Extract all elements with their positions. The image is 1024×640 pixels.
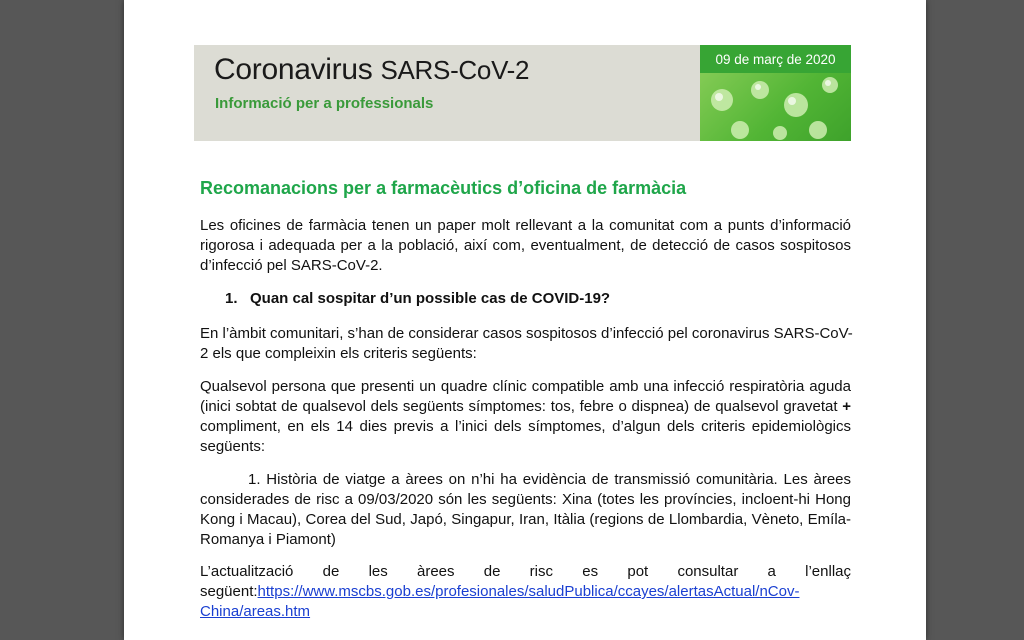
banner-subtitle: Informació per a professionals xyxy=(215,95,434,112)
intro-line-3: d’infecció pel SARS-CoV-2. xyxy=(200,257,383,274)
banner-title-main: Coronavirus xyxy=(214,53,381,86)
para3-line-1: 1. Història de viatge a àrees on n’hi ha evidència de transmissió comunitària. Les àrees xyxy=(248,471,851,488)
risk-areas-link[interactable]: https://www.mscbs.gob.es/profesionales/saludPublica/ccayes/alertasActual/nCov- xyxy=(257,583,800,600)
para4-line-2 xyxy=(200,582,851,602)
intro-paragraph xyxy=(200,216,851,276)
section-1-title: Quan cal sospitar d’un possible cas de COVID-19? xyxy=(250,290,611,307)
para3-line-2: considerades de risc a 09/03/2020 són les següents: Xina (totes les províncies, incloent-hi Hong xyxy=(200,491,851,508)
intro-line-1: Les oficines de farmàcia tenen un paper molt rellevant a la comunitat com a punts d’informació xyxy=(200,217,851,234)
para3-line-3: Kong i Macau), Corea del Sud, Japó, Singapur, Iran, Itàlia (regions de Llombardia, Vèneto, Emíla- xyxy=(200,511,851,528)
criteria-intro-paragraph xyxy=(200,324,851,364)
section-1-number: 1. xyxy=(225,290,238,307)
banner-title-virus: SARS-CoV-2 xyxy=(380,55,530,85)
travel-history-paragraph xyxy=(200,470,851,550)
para2-line-3: compliment, en els 14 dies previs a l’inici dels símptomes, d’algun dels criteris epidemiològics xyxy=(200,418,851,435)
document-heading: Recomanacions per a farmacèutics d’oficina de farmàcia xyxy=(200,178,687,198)
para2-line-2-text: (inici sobtat de qualsevol dels següents símptomes: tos, febre o dispnea) de qualsevol gravetat xyxy=(200,398,843,415)
para4-line-1: L’actualització de les àrees de risc es pot consultar a l’enllaç xyxy=(200,563,851,580)
banner-date: 09 de març de 2020 xyxy=(700,45,851,73)
para2-line-1: Qualsevol persona que presenti un quadre clínic compatible amb una infecció respiratòria aguda xyxy=(200,378,851,395)
para3-line-4: Romanya i Piamont) xyxy=(200,531,336,548)
clinical-criteria-paragraph xyxy=(200,377,851,457)
para2-line-4: següents: xyxy=(200,438,266,455)
risk-areas-link-paragraph xyxy=(200,562,851,622)
document-page xyxy=(124,0,926,640)
intro-line-2: rigorosa i adequada per a la població, així com, eventualment, de detecció de casos sospitosos xyxy=(200,237,851,254)
section-1-heading xyxy=(225,290,610,307)
banner-title xyxy=(214,53,529,87)
plus-sign: + xyxy=(842,398,851,415)
para1-line-1: En l’àmbit comunitari, s’han de considerar casos sospitosos d’infecció pel coronavirus SARS-CoV- xyxy=(200,325,853,342)
para4-prefix: següent: xyxy=(200,583,258,600)
header-banner xyxy=(194,45,851,141)
para4-line-3 xyxy=(200,602,851,622)
para2-line-2 xyxy=(200,397,851,417)
risk-areas-link-continued[interactable]: China/areas.htm xyxy=(200,603,311,620)
para1-line-2: 2 els que compleixin els criteris següents: xyxy=(200,345,477,362)
